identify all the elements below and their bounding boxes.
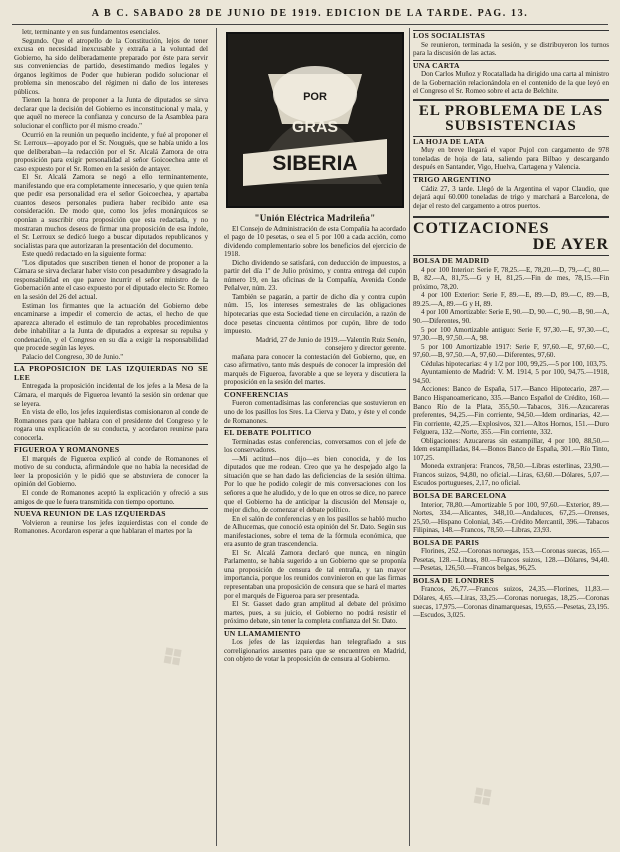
paragraph: Obligaciones: Azucareras sin estampillar, 4 por 100, 88,50.—Idem estampilladas, 84.—Bonos Banco de España, 301.—Río Tinto, 107,25. <box>413 436 609 462</box>
section-title: EL PROBLEMA DE LAS SUBSISTENCIAS <box>413 99 609 134</box>
paragraph: Este quedó redactado en la siguiente forma: <box>22 250 147 259</box>
paragraph: En vista de ello, los jefes izquierdistas comisionaron al conde de Romanones para que hablara con el presidente del Congreso y le rogara una explicación de su conducta, y acordaron reunirse para conocerla. <box>14 408 208 442</box>
section-heading: CONFERENCIAS <box>224 389 406 400</box>
paragraph: Entregada la proposición incidental de los jefes a la Mesa de la Cámara, el marqués de Figueroa levantó la sesión sin ordenar que se leyera. <box>14 382 208 408</box>
section-heading: LA PROPOSICION DE LAS IZQUIERDAS NO SE LEE <box>14 364 208 382</box>
paragraph: Moneda extranjera: Francos, 78,50.—Libras esterlinas, 23,90.—Francos suizos, 94,80, no oficial.—Liras, 63,60.—Dólares, 5,07.—Escudos portugueses, 2,17, no oficial. <box>413 462 609 488</box>
paragraph: mañana para conocer la contestación del Gobierno, que, en caso afirmativo, tanto más después de conocer la impresión del marqués de Figueroa, favorable a que se leyera y discutiera la proposición en la sesión del martes. <box>224 352 406 387</box>
section-title: COTIZACIONES <box>413 216 609 237</box>
paragraph: Muy en breve llegará el vapor Pujol con cargamento de 978 toneladas de hoja de lata, saliendo para Bilbao y descargando después en Santander, Vigo, Huelva, Cartagena y Valencia. <box>413 146 609 172</box>
section-heading: NUEVA REUNION DE LAS IZQUIERDAS <box>14 508 208 519</box>
paragraph: Volvieron a reunirse los jefes izquierdistas con el conde de Romanones. Acordaron esperar a que hablaran el martes por la <box>14 518 208 536</box>
section-heading: BOLSA DE MADRID <box>413 255 609 266</box>
paragraph: 4 por 100 Amortizable: Serie E, 90.—D, 90.—C, 90.—B, 90.—A, 90.—Diferentes, 90. <box>413 308 609 326</box>
section-heading: LOS SOCIALISTAS <box>413 30 609 41</box>
advertisement-image <box>226 32 404 208</box>
masthead-rule <box>12 24 608 25</box>
section-heading: BOLSA DE LONDRES <box>413 575 609 586</box>
paragraph: letr, terminante y en sus fundamentos esenciales. <box>22 28 161 36</box>
ad-line-1: POR <box>303 91 327 103</box>
paragraph: 5 por 100 Amortizable antiguo: Serie F, 97,30.—E, 97,30.—C, 97,30.—B, 97,50.—A, 98. <box>413 325 609 343</box>
notice-paragraph: Dicho dividendo se satisfará, con deducción de impuestos, a partir del día 1º de Julio próximo, y contra entrega del cupón número 19, en las oficinas de la Compañía, Avenida Conde Peñalver, núm. 23. <box>224 258 406 293</box>
paragraph: El Sr. Alcalá Zamora declaró que nunca, en ningún Parlamento, se había sugerido a un Gobierno que se proponía una proposición de censura de tal entraña, y tan mayor importancia, porque los reunidos convinieron en que las firmas representaban una proposición de censura que se hará el martes por el marqués de Figueroa para ser presentada. <box>224 548 406 600</box>
siberia-ad-illustration <box>228 34 402 206</box>
ad-line-2: GRAS <box>291 119 339 136</box>
paragraph: Estiman los firmantes que la actuación del Gobierno debe encaminarse a impedir el comercio de actas, el hecho de que aparezca alterado el estímulo de tan reprobables procedimientos debe inhabilitar a la Junta de diputados a expresar su repulsa y condenación, y el Congreso en su día a exigir la responsabilidad que procede según las leyes. <box>14 301 208 353</box>
paragraph: El conde de Romanones aceptó la explicación y ofreció a sus amigos de que le fuera transmitida con tiempo oportuno. <box>14 488 208 506</box>
paragraph: En el salón de conferencias y en los pasillos se habló mucho de Alhucemas, que conoció esta opinión del Sr. Dato. Según sus manifestaciones, sobre el tema de la fórmula económica, que era asunto de gran trascendencia. <box>224 514 406 549</box>
paragraph: 4 por 100 Exterior: Serie F, 89.—E, 89.—D, 89.—C, 89.—B, 89.25.—A, 89.—G y H, 89. <box>413 291 609 308</box>
section-heading: BOLSA DE BARCELONA <box>413 490 609 501</box>
section-heading: BOLSA DE PARIS <box>413 537 609 548</box>
paragraph: Ocurrió en la reunión un pequeño incidente, y fué al proponer el Sr. Lerroux—apoyado por el Sr. Nougués, que se había unido a los que deliberaban—la redacción por el Sr. Alcalá Zamora de otra proposición para exigir personalidad al señor Goicoechea ante el caso expuesto por el Sr. Romeo en la sesión de antayer. <box>14 130 208 173</box>
paragraph: El marqués de Figueroa explicó al conde de Romanones el motivo de su conducta, afirmándole que no había la necesidad de leer la proposición y le pidió que se abstuviera de conocer la opinión del Gobierno. <box>14 454 208 489</box>
watermark: ❖ <box>152 636 194 679</box>
column-3 <box>413 28 609 848</box>
watermark: ❖ <box>462 776 504 819</box>
column-2 <box>224 28 406 848</box>
column-2-body <box>224 353 406 664</box>
section-heading: EL DEBATE POLITICO <box>224 427 406 438</box>
paragraph: 4 por 100 Interior: Serie F, 78,25.—E, 78,20.—D, 79,—C, 80.—B, 82.—A, 81,75.—G y H, 81,25.—Fin de mes, 78,15.—Fin próximo, 78,20. <box>413 265 609 291</box>
paragraph: Cádiz 27, 3 tarde. Llegó de la Argentina el vapor Claudio, que dejará aquí 60.000 toneladas de trigo y marchará a Barcelona, de dejar el resto del cargamento a otros puertos. <box>413 184 609 210</box>
paragraph: Interior, 78,80.—Amortizable 5 por 100, 97,60.—Exterior, 89.—Nortes, 334.—Alicantes, 348,10.—Andaluces, 67,25.—Orenses, 25,50.—Hispano Colonial, 345.—Crédito Mercantil, 396.—Tabacos Filipinas, 148.—Francos, 78,50.—Libras, 23,93. <box>413 500 609 535</box>
section-heading: UNA CARTA <box>413 60 609 71</box>
paragraph: Don Carlos Muñoz y Rocatallada ha dirigido una carta al ministro de la Gobernación relacionándola en el contenido de la que leyó en el Congreso el Sr. Romeo sobre el acta de Belchite. <box>413 70 609 96</box>
notice-paragraph: También se pagarán, a partir de dicho día y contra cupón núm. 15, los intereses semestrales de las obligaciones hipotecarias que esta Sociedad tiene en circulación, a razón de doce pesetas cincuenta céntimos por cupón, libre de todo impuesto. <box>224 292 406 336</box>
paragraph: Se reunieron, terminada la sesión, y se distribuyeron los turnos para la discusión de las actas. <box>413 40 609 58</box>
paragraph: Francos, 26,77.—Francos suizos, 24,35.—Florines, 11,83.—Dólares, 4,65.—Liras, 33,25.—Coronas noruegas, 18,25.—Coronas suecas, 17,975.—Coronas dinamarquesas, 19,655.—Pesetas, 23,195.—Escudos, 3,025. <box>413 585 609 620</box>
masthead: A B C. SABADO 28 DE JUNIO DE 1919. EDICION DE LA TARDE. PAG. 13. <box>91 8 529 19</box>
section-heading: LA HOJA DE LATA <box>413 136 609 147</box>
paragraph: Acciones: Banco de España, 517.—Banco Hipotecario, 287.—Banco Hispanoamericano, 335.—Banco Español de Crédito, 160.—Banco Río de la Plata, 355,50.—Tabacos, 316.—Azucareras preferentes, 94,25.—Fin corriente, 94,50.—Idem ordinarias, 42.—Fin corriente, 42,25.—Explosivos, 321.—Altos Hornos, 151.—Duro Felguera, 132.—Norte, 355.—Fin corriente, 332. <box>413 385 609 437</box>
section-heading: FIGUEROA Y ROMANONES <box>14 444 208 455</box>
section-heading: UN LLAMAMIENTO <box>224 628 406 639</box>
paragraph: Terminadas estas conferencias, conversamos con el jefe de los conservadores. <box>224 437 406 455</box>
column-1 <box>14 28 208 848</box>
paragraph: Fueron comentadísimas las conferencias que sostuvieron en uno de los pasillos los Sres. La Cierva y Dato, y éste y el conde de Romanones. <box>224 399 406 425</box>
section-heading: TRIGO ARGENTINO <box>413 174 609 185</box>
section-title: DE AYER <box>532 236 609 254</box>
paragraph: Los jefes de las izquierdas han telegrafiado a sus correligionarios ausentes para que se encuentren en Madrid, con objeto de votar la proposición de censura al Gobierno. <box>224 638 406 664</box>
paragraph: Cédulas hipotecarias: 4 y 1/2 por 100, 99,25.—5 por 100, 103,75. <box>421 359 608 368</box>
paragraph: —Mi actitud—nos dijo—es bien conocida, y de los diputados que me rodean. Creo que ya he despejado algo la situación que se han dado las deficiencias de la sesión última. Por lo que he podido colegir de mis conversaciones con los señores a que he aludido, y de lo que en otros se dice, no parece que el Gobierno ha de anticipar la discusión del Mensaje o, mejor dicho, de comenzar el debate político. <box>224 454 406 515</box>
paragraph: El Sr. Alcalá Zamora se negó a ello terminantemente, manifestando que era completamente innecesario, y que quien tenía que pedir esa personalidad era el señor Goicoechea, y apartaba cuantos deseos personales pudiera haber recibido ante esa consideración. De modo que, como los jefes monárquicos se oponían a suscribir otra proposición que esta redactada, y no mostraran muchos deseos de firmar una proposición de esa índole, el Sr. Lerroux se dedicó luego a buscar diputados republicanos y socialistas para que autorizaran la presentación del documento. <box>14 173 208 250</box>
ad-line-3: SIBERIA <box>272 152 358 175</box>
notice-title: "Unión Eléctrica Madrileña" <box>254 213 376 223</box>
paragraph: Tienen la honra de proponer a la Junta de diputados se sirva declarar que la decisión del Gobierno es inconstitucional y mala, y que aquél no merece la confianza y concurso de la Asamblea para solucionar el conflicto por él mismo creado." <box>14 96 208 131</box>
paragraph: Ayuntamiento de Madrid: V. M. 1914, 5 por 100, 94,75.—1918, 94,50. <box>413 368 609 385</box>
paragraph: 5 por 100 Amortizable 1917: Serie F, 97,60.—E, 97,60.—C, 97,60.—B, 97,50.—A, 97,60.—Diferentes, 97,60. <box>413 342 609 360</box>
paragraph: Florines, 252.—Coronas noruegas, 153.—Coronas suecas, 165.—Pesetas, 128.—Libras, 80.—Francos suizos, 128.—Dólares, 94,40.—Pesetas, 126,50.—Francos belgas, 96,25. <box>413 547 609 573</box>
paragraph: "Los diputados que suscriben tienen el honor de proponer a la Cámara se sirva declarar haber visto con pesadumbre y desagrado la responsabilidad en que parece incurrir el señor ministro de la Gobernación ante el caso expuesto por el diputado electo Sr. Romeo en la sesión del 26 del actual. <box>14 258 208 301</box>
notice-paragraph: El Consejo de Administración de esta Compañía ha acordado el pago de 10 pesetas, o sea el 5 por 100 a cada acción, como dividendo complementario sobre los beneficios del ejercicio de 1918. <box>224 224 406 259</box>
paragraph: El Sr. Gasset dado gran amplitud al debate del próximo martes, pues, a su juicio, el Gobierno no podrá resistir el próximo debate, sin tener la completa confianza del Sr. Dato. <box>224 600 406 626</box>
column-divider <box>216 28 217 846</box>
paragraph: Palacio del Congreso, 30 de Junio." <box>22 352 124 361</box>
paragraph: Segundo. Que el atropello de la Constitución, lejos de tener excusa en necesidad inexcusable y extraña a la voluntad del Gobierno, ha sido deliberadamente preparado por éste para servir sus conveniencias de partido, desestimando medios legales y órganos legítimos de Poder que hubieran podido solucionar el problema sin menoscabo del régimen ni daño de los intereses públicos. <box>14 36 208 96</box>
notice-signature: Madrid, 27 de Junio de 1919.—Valentín Ruiz Senén, consejero y director gerente. <box>255 335 406 353</box>
column-divider <box>409 28 410 846</box>
